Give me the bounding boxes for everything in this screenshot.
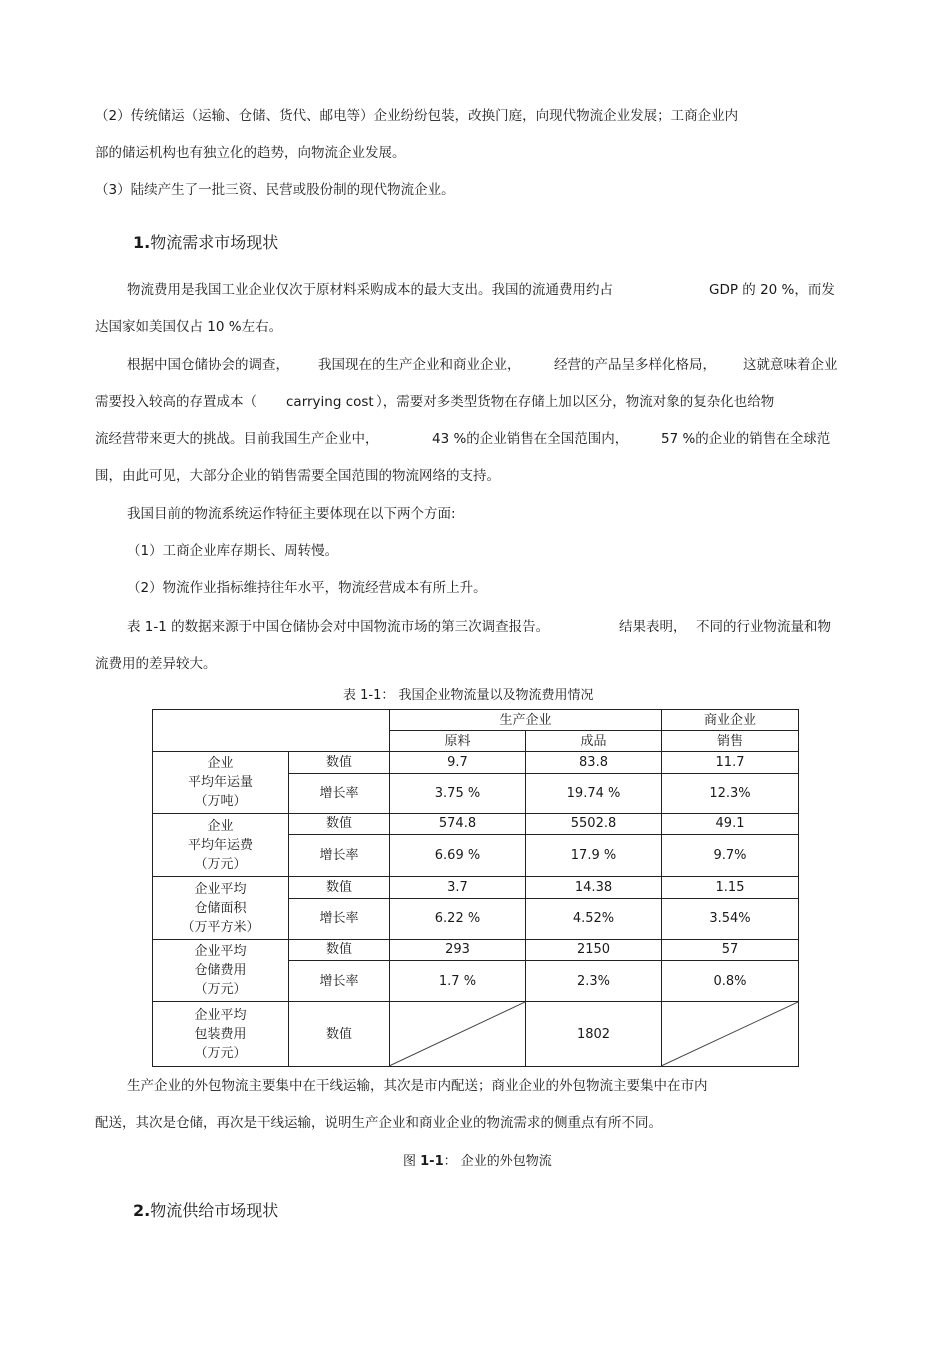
table-intro-line-1a: 表 1-1 的数据来源于中国仓储协会对中国物流市场的第三次调查报告。 bbox=[127, 619, 550, 635]
row-label-line: 仓储费用 bbox=[194, 963, 247, 979]
row-label-line: 企业平均 bbox=[194, 944, 247, 960]
group-header-commerce: 商业企业 bbox=[662, 710, 799, 731]
figure-caption bbox=[403, 1153, 552, 1171]
row-label bbox=[153, 877, 289, 940]
table-cell: 9.7% bbox=[662, 835, 799, 877]
table-cell: 2150 bbox=[526, 939, 662, 960]
feature-item-1: （1）工商企业库存期长、周转慢。 bbox=[127, 543, 339, 559]
table-cell: 293 bbox=[390, 939, 526, 960]
table-cell: 3.7 bbox=[390, 877, 526, 898]
paragraph-2-line-1: （2）传统储运（运输、仓储、货代、邮电等）企业纷纷包装，改换门庭，向现代物流企业发展；工商企业内 bbox=[95, 108, 739, 124]
table-cell: 1802 bbox=[526, 1002, 662, 1067]
table-cell: 57 bbox=[662, 939, 799, 960]
table-intro-line-1c: 不同的行业物流量和物 bbox=[696, 619, 831, 635]
paragraph-3: （3）陆续产生了一批三资、民营或股份制的现代物流企业。 bbox=[95, 182, 455, 198]
row-label-line: 平均年运量 bbox=[187, 775, 253, 791]
diagonal-line-icon bbox=[390, 1002, 525, 1066]
metric-label: 数值 bbox=[289, 813, 390, 834]
row-label-line: 平均年运费 bbox=[187, 837, 253, 853]
metric-label: 增长率 bbox=[289, 961, 390, 1002]
row-label-line: 仓储面积 bbox=[194, 900, 247, 916]
row-label bbox=[153, 1002, 289, 1067]
section-heading-1 bbox=[133, 232, 278, 254]
table-cell: 4.52% bbox=[526, 898, 662, 939]
table-cell: 3.54% bbox=[662, 898, 799, 939]
table-cell: 3.75 % bbox=[390, 773, 526, 813]
row-label-line: （万平方米） bbox=[181, 919, 260, 935]
table-cell: 12.3% bbox=[662, 773, 799, 813]
section-heading-2 bbox=[133, 1200, 278, 1222]
row-label-line: 企业平均 bbox=[194, 1007, 247, 1023]
table-cell: 17.9 % bbox=[526, 835, 662, 877]
row-label bbox=[153, 813, 289, 877]
cost-paragraph-line-1a: 物流费用是我国工业企业仅次于原材料采购成本的最大支出。我国的流通费用约占 bbox=[127, 282, 613, 298]
metric-label: 增长率 bbox=[289, 835, 390, 877]
row-label-line: 企业平均 bbox=[194, 881, 247, 897]
table-cell: 11.7 bbox=[662, 752, 799, 773]
col-header-finished: 成品 bbox=[526, 731, 662, 752]
row-label-line: 企业 bbox=[207, 756, 234, 772]
survey-paragraph-line-1a: 根据中国仓储协会的调查， bbox=[127, 357, 289, 373]
row-label-line: 企业 bbox=[207, 818, 234, 834]
metric-label: 数值 bbox=[289, 877, 390, 898]
logistics-table bbox=[152, 709, 799, 1067]
metric-label: 数值 bbox=[289, 939, 390, 960]
outsourcing-paragraph-line-1: 生产企业的外包物流主要集中在干线运输，其次是市内配送；商业企业的外包物流主要集中在市内 bbox=[127, 1078, 708, 1094]
table-cell: 19.74 % bbox=[526, 773, 662, 813]
section-heading-1-text: 物流需求市场现状 bbox=[150, 233, 279, 252]
section-heading-1-number: 1. bbox=[133, 233, 151, 252]
feature-item-2: （2）物流作业指标维持往年水平，物流经营成本有所上升。 bbox=[127, 580, 487, 596]
table-cell: 9.7 bbox=[390, 752, 526, 773]
row-label-line: （万吨） bbox=[194, 794, 247, 810]
survey-paragraph-line-2b: carrying cost bbox=[286, 394, 374, 410]
metric-label: 数值 bbox=[289, 1002, 390, 1067]
table-cell: 6.69 % bbox=[390, 835, 526, 877]
row-label-line: （万元） bbox=[194, 856, 247, 872]
row-label-line: （万元） bbox=[194, 982, 247, 998]
survey-paragraph-line-1b: 我国现在的生产企业和商业企业， bbox=[318, 357, 521, 373]
row-label-line: 包装费用 bbox=[194, 1026, 247, 1042]
table-cell: 0.8% bbox=[662, 961, 799, 1002]
table-cell-empty-diagonal bbox=[662, 1002, 799, 1067]
table-cell: 6.22 % bbox=[390, 898, 526, 939]
figure-caption-text: ： 企业的外包物流 bbox=[443, 1154, 552, 1169]
table-intro-line-2: 流费用的差异较大。 bbox=[95, 656, 217, 672]
metric-label: 数值 bbox=[289, 752, 390, 773]
row-label bbox=[153, 752, 289, 814]
survey-paragraph-line-2c: ），需要对多类型货物在存储上加以区分，物流对象的复杂化也给物 bbox=[376, 394, 775, 410]
survey-paragraph-line-4: 围，由此可见，大部分企业的销售需要全国范围的物流网络的支持。 bbox=[95, 468, 500, 484]
survey-paragraph-line-2a: 需要投入较高的存置成本（ bbox=[95, 394, 257, 410]
section-heading-2-number: 2. bbox=[133, 1201, 151, 1220]
col-header-raw: 原料 bbox=[390, 731, 526, 752]
group-header-production: 生产企业 bbox=[390, 710, 662, 731]
table-cell: 1.15 bbox=[662, 877, 799, 898]
metric-label: 增长率 bbox=[289, 773, 390, 813]
figure-caption-prefix: 图 bbox=[403, 1154, 421, 1169]
paragraph-2-line-2: 部的储运机构也有独立化的趋势，向物流企业发展。 bbox=[95, 145, 406, 161]
outsourcing-paragraph-line-2: 配送，其次是仓储，再次是干线运输，说明生产企业和商业企业的物流需求的侧重点有所不同。 bbox=[95, 1115, 662, 1131]
table-cell: 2.3% bbox=[526, 961, 662, 1002]
survey-paragraph-line-3b: 43 %的企业销售在全国范围内， bbox=[432, 431, 629, 447]
cost-paragraph-line-2: 达国家如美国仅占 10 %左右。 bbox=[95, 319, 283, 335]
cost-paragraph-line-1b: GDP 的 20 %，而发 bbox=[709, 282, 835, 298]
table-cell: 1.7 % bbox=[390, 961, 526, 1002]
table-cell: 5502.8 bbox=[526, 813, 662, 834]
figure-caption-number: 1-1 bbox=[420, 1154, 444, 1169]
survey-paragraph-line-3c: 57 %的企业的销售在全球范 bbox=[661, 431, 831, 447]
survey-paragraph-line-1c: 经营的产品呈多样化格局， bbox=[554, 357, 716, 373]
table-intro-line-1b: 结果表明， bbox=[619, 619, 687, 635]
table-cell: 14.38 bbox=[526, 877, 662, 898]
metric-label: 增长率 bbox=[289, 898, 390, 939]
row-label-line: （万元） bbox=[194, 1045, 247, 1061]
features-intro: 我国目前的物流系统运作特征主要体现在以下两个方面: bbox=[127, 506, 456, 522]
diagonal-line-icon bbox=[662, 1002, 798, 1066]
table-cell: 49.1 bbox=[662, 813, 799, 834]
survey-paragraph-line-3a: 流经营带来更大的挑战。目前我国生产企业中， bbox=[95, 431, 379, 447]
survey-paragraph-line-1d: 这就意味着企业 bbox=[743, 357, 838, 373]
row-label bbox=[153, 939, 289, 1002]
table-cell: 574.8 bbox=[390, 813, 526, 834]
table-cell-empty-diagonal bbox=[390, 1002, 526, 1067]
table-cell: 83.8 bbox=[526, 752, 662, 773]
col-header-sales: 销售 bbox=[662, 731, 799, 752]
section-heading-2-text: 物流供给市场现状 bbox=[150, 1201, 279, 1220]
table-caption: 表 1-1： 我国企业物流量以及物流费用情况 bbox=[343, 688, 594, 703]
table-corner-cell bbox=[153, 710, 390, 752]
